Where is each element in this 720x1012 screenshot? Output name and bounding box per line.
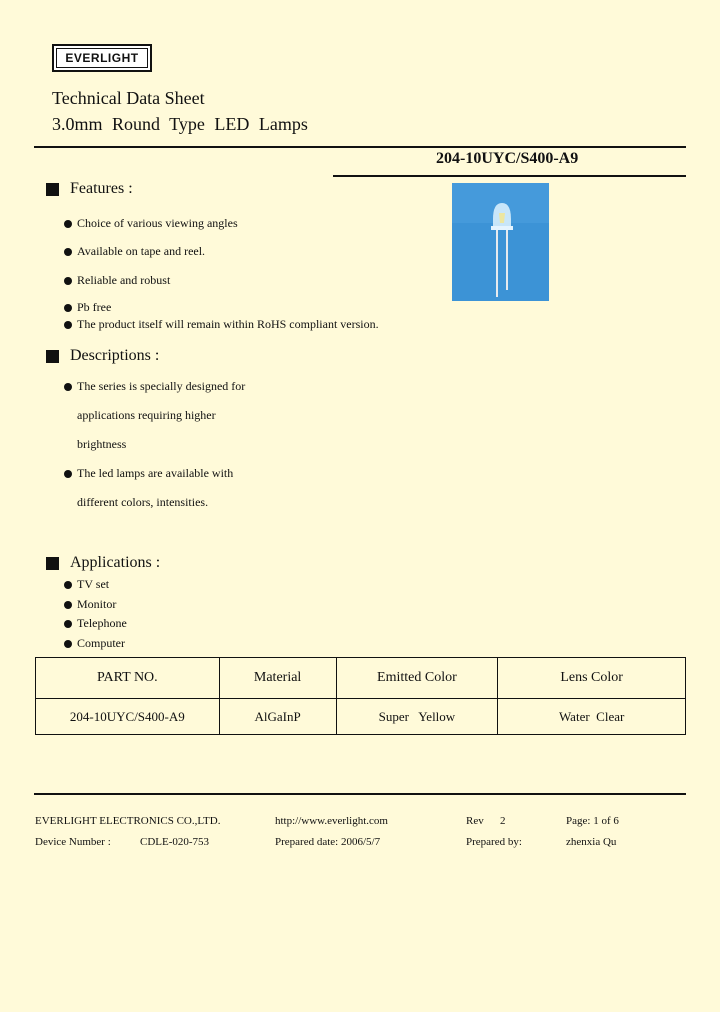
footer-rev-value: 2: [500, 815, 506, 827]
descriptions-heading: [46, 347, 159, 365]
bullet-icon: [64, 581, 72, 589]
list-item-text: The led lamps are available with: [77, 466, 234, 480]
bullet-icon: [64, 321, 72, 329]
everlight-logo: [52, 44, 152, 72]
bullet-icon: [64, 277, 72, 285]
list-item-text: Available on tape and reel.: [77, 244, 206, 258]
bullet-icon: [64, 470, 72, 478]
header-divider: [34, 146, 686, 148]
footer-prepared-by-value: zhenxia Qu: [566, 836, 617, 848]
footer-divider: [34, 793, 686, 795]
bullet-icon: [64, 220, 72, 228]
list-item: [64, 636, 125, 651]
list-item: [64, 244, 205, 259]
list-item: [64, 317, 379, 332]
footer-company: EVERLIGHT ELECTRONICS CO.,LTD.: [35, 815, 221, 827]
list-item-text: Telephone: [77, 616, 127, 630]
bullet-icon: [64, 304, 72, 312]
list-item-continuation: brightness: [77, 437, 127, 451]
footer-device-label: Device Number :: [35, 836, 111, 848]
descriptions-heading-text: Descriptions :: [70, 347, 160, 364]
list-item: [64, 577, 109, 592]
list-item-continuation: applications requiring higher: [77, 408, 216, 422]
bullet-icon: [64, 601, 72, 609]
bullet-icon: [64, 620, 72, 628]
list-item: [64, 300, 111, 315]
column-header-lens-color: Lens Color: [498, 658, 686, 699]
cell-part-no: 204-10UYC/S400-A9: [36, 699, 220, 735]
footer-prepared-date: Prepared date: 2006/5/7: [275, 836, 381, 848]
footer-rev-label: Rev: [466, 815, 484, 827]
led-lamp-illustration: [452, 183, 549, 301]
list-item: [64, 379, 245, 394]
table-header-row: [36, 658, 686, 699]
applications-heading: [46, 554, 160, 572]
list-item: [64, 597, 116, 612]
bullet-icon: [64, 383, 72, 391]
list-item: [64, 466, 233, 481]
cell-material: AlGaInP: [219, 699, 336, 735]
cell-lens-color: Water Clear: [498, 699, 686, 735]
list-item-text: Choice of various viewing angles: [77, 216, 238, 230]
document-subtitle: 3.0mm Round Type LED Lamps: [52, 114, 308, 134]
features-heading: [46, 180, 133, 198]
list-item: [64, 616, 127, 631]
list-item-text: Pb free: [77, 300, 112, 314]
square-bullet-icon: [46, 557, 59, 570]
document-title: Technical Data Sheet: [52, 88, 205, 108]
footer-page: Page: 1 of 6: [566, 815, 619, 827]
part-number-underline: [333, 175, 686, 177]
list-item-text: The series is specially designed for: [77, 379, 246, 393]
list-item-text: The product itself will remain within RoHS compliant version.: [77, 317, 379, 331]
applications-heading-text: Applications :: [70, 554, 161, 571]
led-product-photo: [452, 183, 549, 301]
features-heading-text: Features :: [70, 180, 133, 197]
parts-table: [35, 657, 686, 735]
column-header-material: Material: [219, 658, 336, 699]
bullet-icon: [64, 640, 72, 648]
cell-emitted-color: Super Yellow: [336, 699, 498, 735]
list-item: [64, 273, 170, 288]
table-row: [36, 699, 686, 735]
column-header-part-no: PART NO.: [36, 658, 220, 699]
list-item-text: Computer: [77, 636, 125, 650]
list-item-text: Reliable and robust: [77, 273, 171, 287]
square-bullet-icon: [46, 183, 59, 196]
footer-prepared-by-label: Prepared by:: [466, 836, 522, 848]
part-number-title: 204-10UYC/S400-A9: [436, 150, 579, 167]
list-item-continuation: different colors, intensities.: [77, 495, 209, 509]
footer-device-value: CDLE-020-753: [140, 836, 210, 848]
footer-url[interactable]: http://www.everlight.com: [275, 815, 388, 827]
list-item-text: TV set: [77, 577, 110, 591]
square-bullet-icon: [46, 350, 59, 363]
bullet-icon: [64, 248, 72, 256]
list-item: [64, 216, 238, 231]
logo-text: EVERLIGHT: [56, 48, 148, 68]
column-header-emitted-color: Emitted Color: [336, 658, 498, 699]
list-item-text: Monitor: [77, 597, 117, 611]
